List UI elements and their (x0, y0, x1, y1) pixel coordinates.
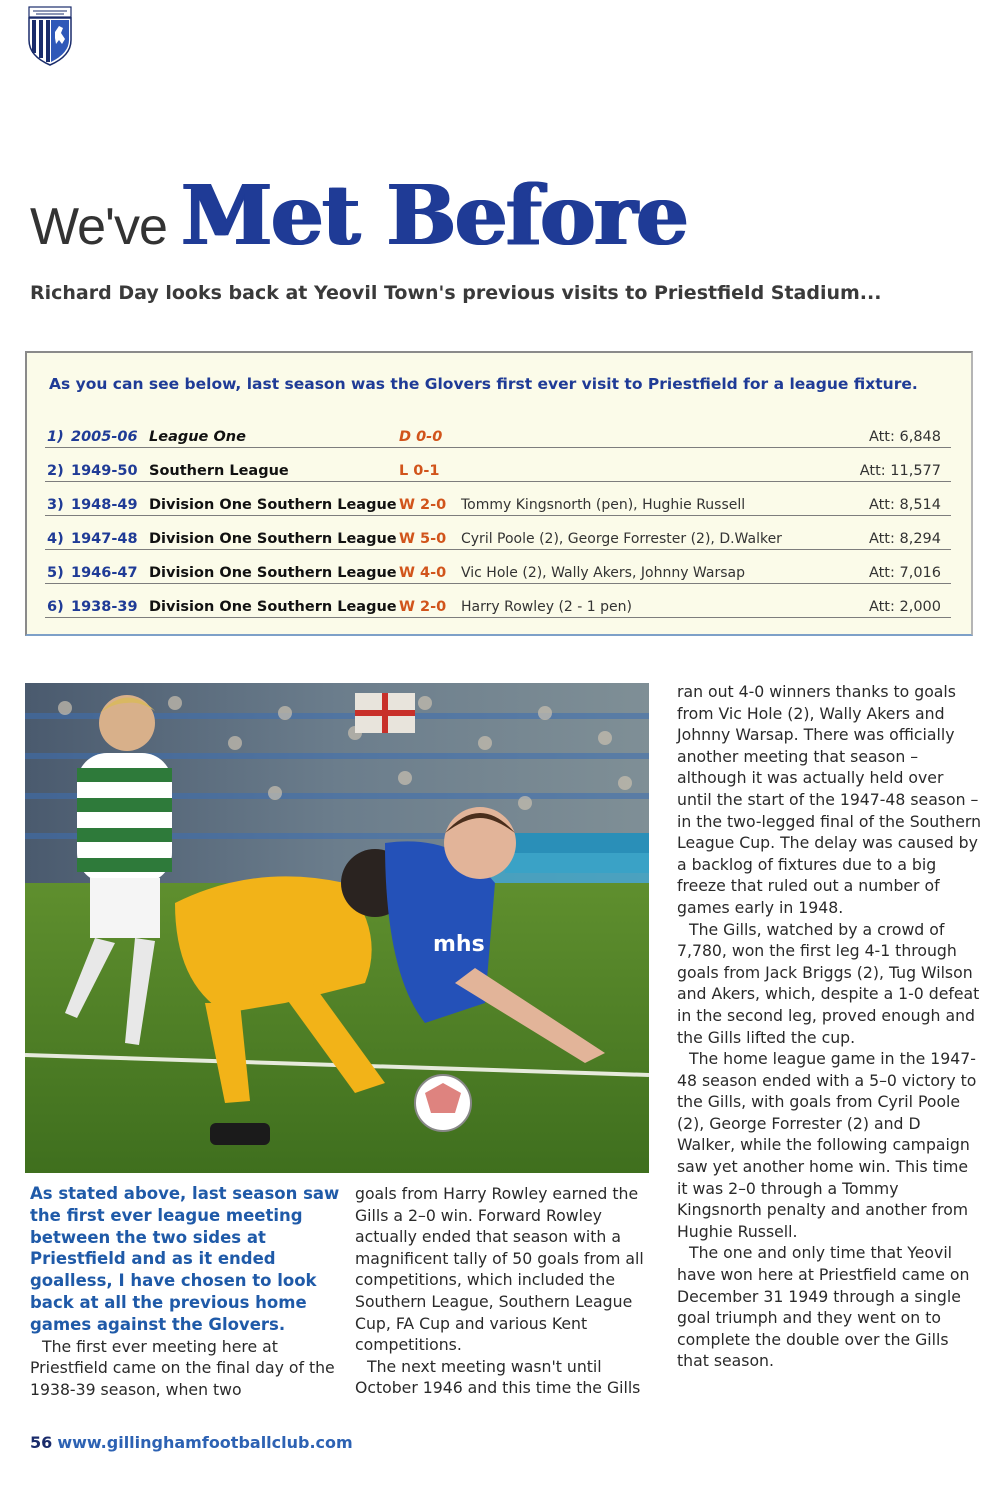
result-row (45, 523, 951, 550)
result-row (45, 591, 951, 618)
row-attendance: Att: 8,294 (868, 531, 941, 547)
article-column-3 (677, 681, 982, 1372)
row-scorers: Tommy Kingsnorth (pen), Hughie Russell (461, 497, 746, 513)
row-attendance: Att: 11,577 (859, 463, 941, 479)
article-paragraph-continued: ran out 4-0 winners thanks to goals from Vic Hole (2), Wally Akers and Johnny Warsap. There was officially another meeting that season – although it was actually held over until the start of the 1947-48 season – in the two-legged final of the Southern League Cup. The delay was caused by a backlog of fixtures due to a big freeze that ruled out a number of games early in 1948. (677, 682, 982, 917)
result-row (45, 455, 951, 482)
results-intro: As you can see below, last season was the Glovers first ever visit to Priestfield for a league fixture. (49, 375, 918, 393)
shirt-sponsor: mhs (433, 932, 485, 957)
article-lead: As stated above, last season saw the first ever league meeting between the two sides at Priestfield and as it ended goalless, I have chosen to look back at all the previous home games against the Glovers. (30, 1184, 340, 1334)
headline-light: We've (30, 198, 167, 256)
row-scorers: Cyril Poole (2), George Forrester (2), D.Walker (461, 531, 782, 547)
row-result: W 5-0 (399, 531, 447, 547)
row-scorers: Vic Hole (2), Wally Akers, Johnny Warsap (461, 565, 745, 581)
headline (30, 168, 687, 264)
result-row (45, 557, 951, 584)
row-result: W 4-0 (399, 565, 447, 581)
row-number: 3) (47, 497, 64, 513)
subtitle: Richard Day looks back at Yeovil Town's previous visits to Priestfield Stadium... (30, 282, 882, 304)
row-scorers: Harry Rowley (2 - 1 pen) (461, 599, 632, 615)
row-season: 1948-49 (71, 497, 138, 513)
article-paragraph: The first ever meeting here at Priestfield came on the final day of the 1938-39 season, when two (30, 1336, 335, 1399)
row-number: 6) (47, 599, 64, 615)
match-photo (25, 683, 649, 1173)
row-season: 1938-39 (71, 599, 138, 615)
article-paragraph-continued: goals from Harry Rowley earned the Gills a 2–0 win. Forward Rowley actually ended that season with a magnificent tally of 50 goals from all competitions, which included the Southern League, Southern League Cup, FA Cup and various Kent competitions. (355, 1184, 644, 1355)
headline-bold: Met Before (180, 168, 688, 264)
row-season: 2005-06 (71, 429, 138, 445)
article-paragraph: The next meeting wasn't until October 1946 and this time the Gills (355, 1356, 641, 1398)
page-footer (30, 1433, 353, 1452)
row-competition: Division One Southern League (149, 599, 397, 615)
row-result: L 0-1 (399, 463, 440, 479)
row-competition: Southern League (149, 463, 289, 479)
row-number: 5) (47, 565, 64, 581)
row-competition: Division One Southern League (149, 497, 397, 513)
row-competition: Division One Southern League (149, 565, 397, 581)
article-paragraph: The Gills, watched by a crowd of 7,780, won the first leg 4-1 through goals from Jack Briggs (2), Tug Wilson and Akers, which, despite a 1-0 defeat in the second leg, proved enough and the Gills lifted the cup. (677, 919, 980, 1047)
article-paragraph: The one and only time that Yeovil have won here at Priestfield came on December 31 1949 through a single goal triumph and they went on to complete the double over the Gills that season. (677, 1243, 970, 1371)
row-number: 4) (47, 531, 64, 547)
row-attendance: Att: 7,016 (868, 565, 941, 581)
row-attendance: Att: 2,000 (868, 599, 941, 615)
result-row (45, 421, 951, 448)
row-attendance: Att: 6,848 (868, 429, 941, 445)
page-number: 56 (30, 1433, 53, 1452)
article-column-2 (355, 1183, 665, 1399)
article-column-1 (30, 1183, 340, 1400)
row-competition: Division One Southern League (149, 531, 397, 547)
website-link[interactable]: www.gillinghamfootballclub.com (57, 1433, 353, 1452)
row-number: 2) (47, 463, 64, 479)
article-paragraph: The home league game in the 1947-48 season ended with a 5–0 victory to the Gills, with goals from Cyril Poole (2), George Forrester (2) and D Walker, while the following campaign saw yet another home win. This time it was 2–0 through a Tommy Kingsnorth penalty and another from Hughie Russell. (677, 1049, 977, 1241)
results-box (25, 351, 973, 636)
row-season: 1949-50 (71, 463, 138, 479)
row-season: 1947-48 (71, 531, 138, 547)
row-competition: League One (149, 429, 246, 445)
row-season: 1946-47 (71, 565, 138, 581)
row-result: D 0-0 (399, 429, 443, 445)
row-result: W 2-0 (399, 497, 447, 513)
row-number: 1) (47, 429, 64, 445)
result-row (45, 489, 951, 516)
club-crest-logo (28, 6, 72, 66)
row-result: W 2-0 (399, 599, 447, 615)
row-attendance: Att: 8,514 (868, 497, 941, 513)
